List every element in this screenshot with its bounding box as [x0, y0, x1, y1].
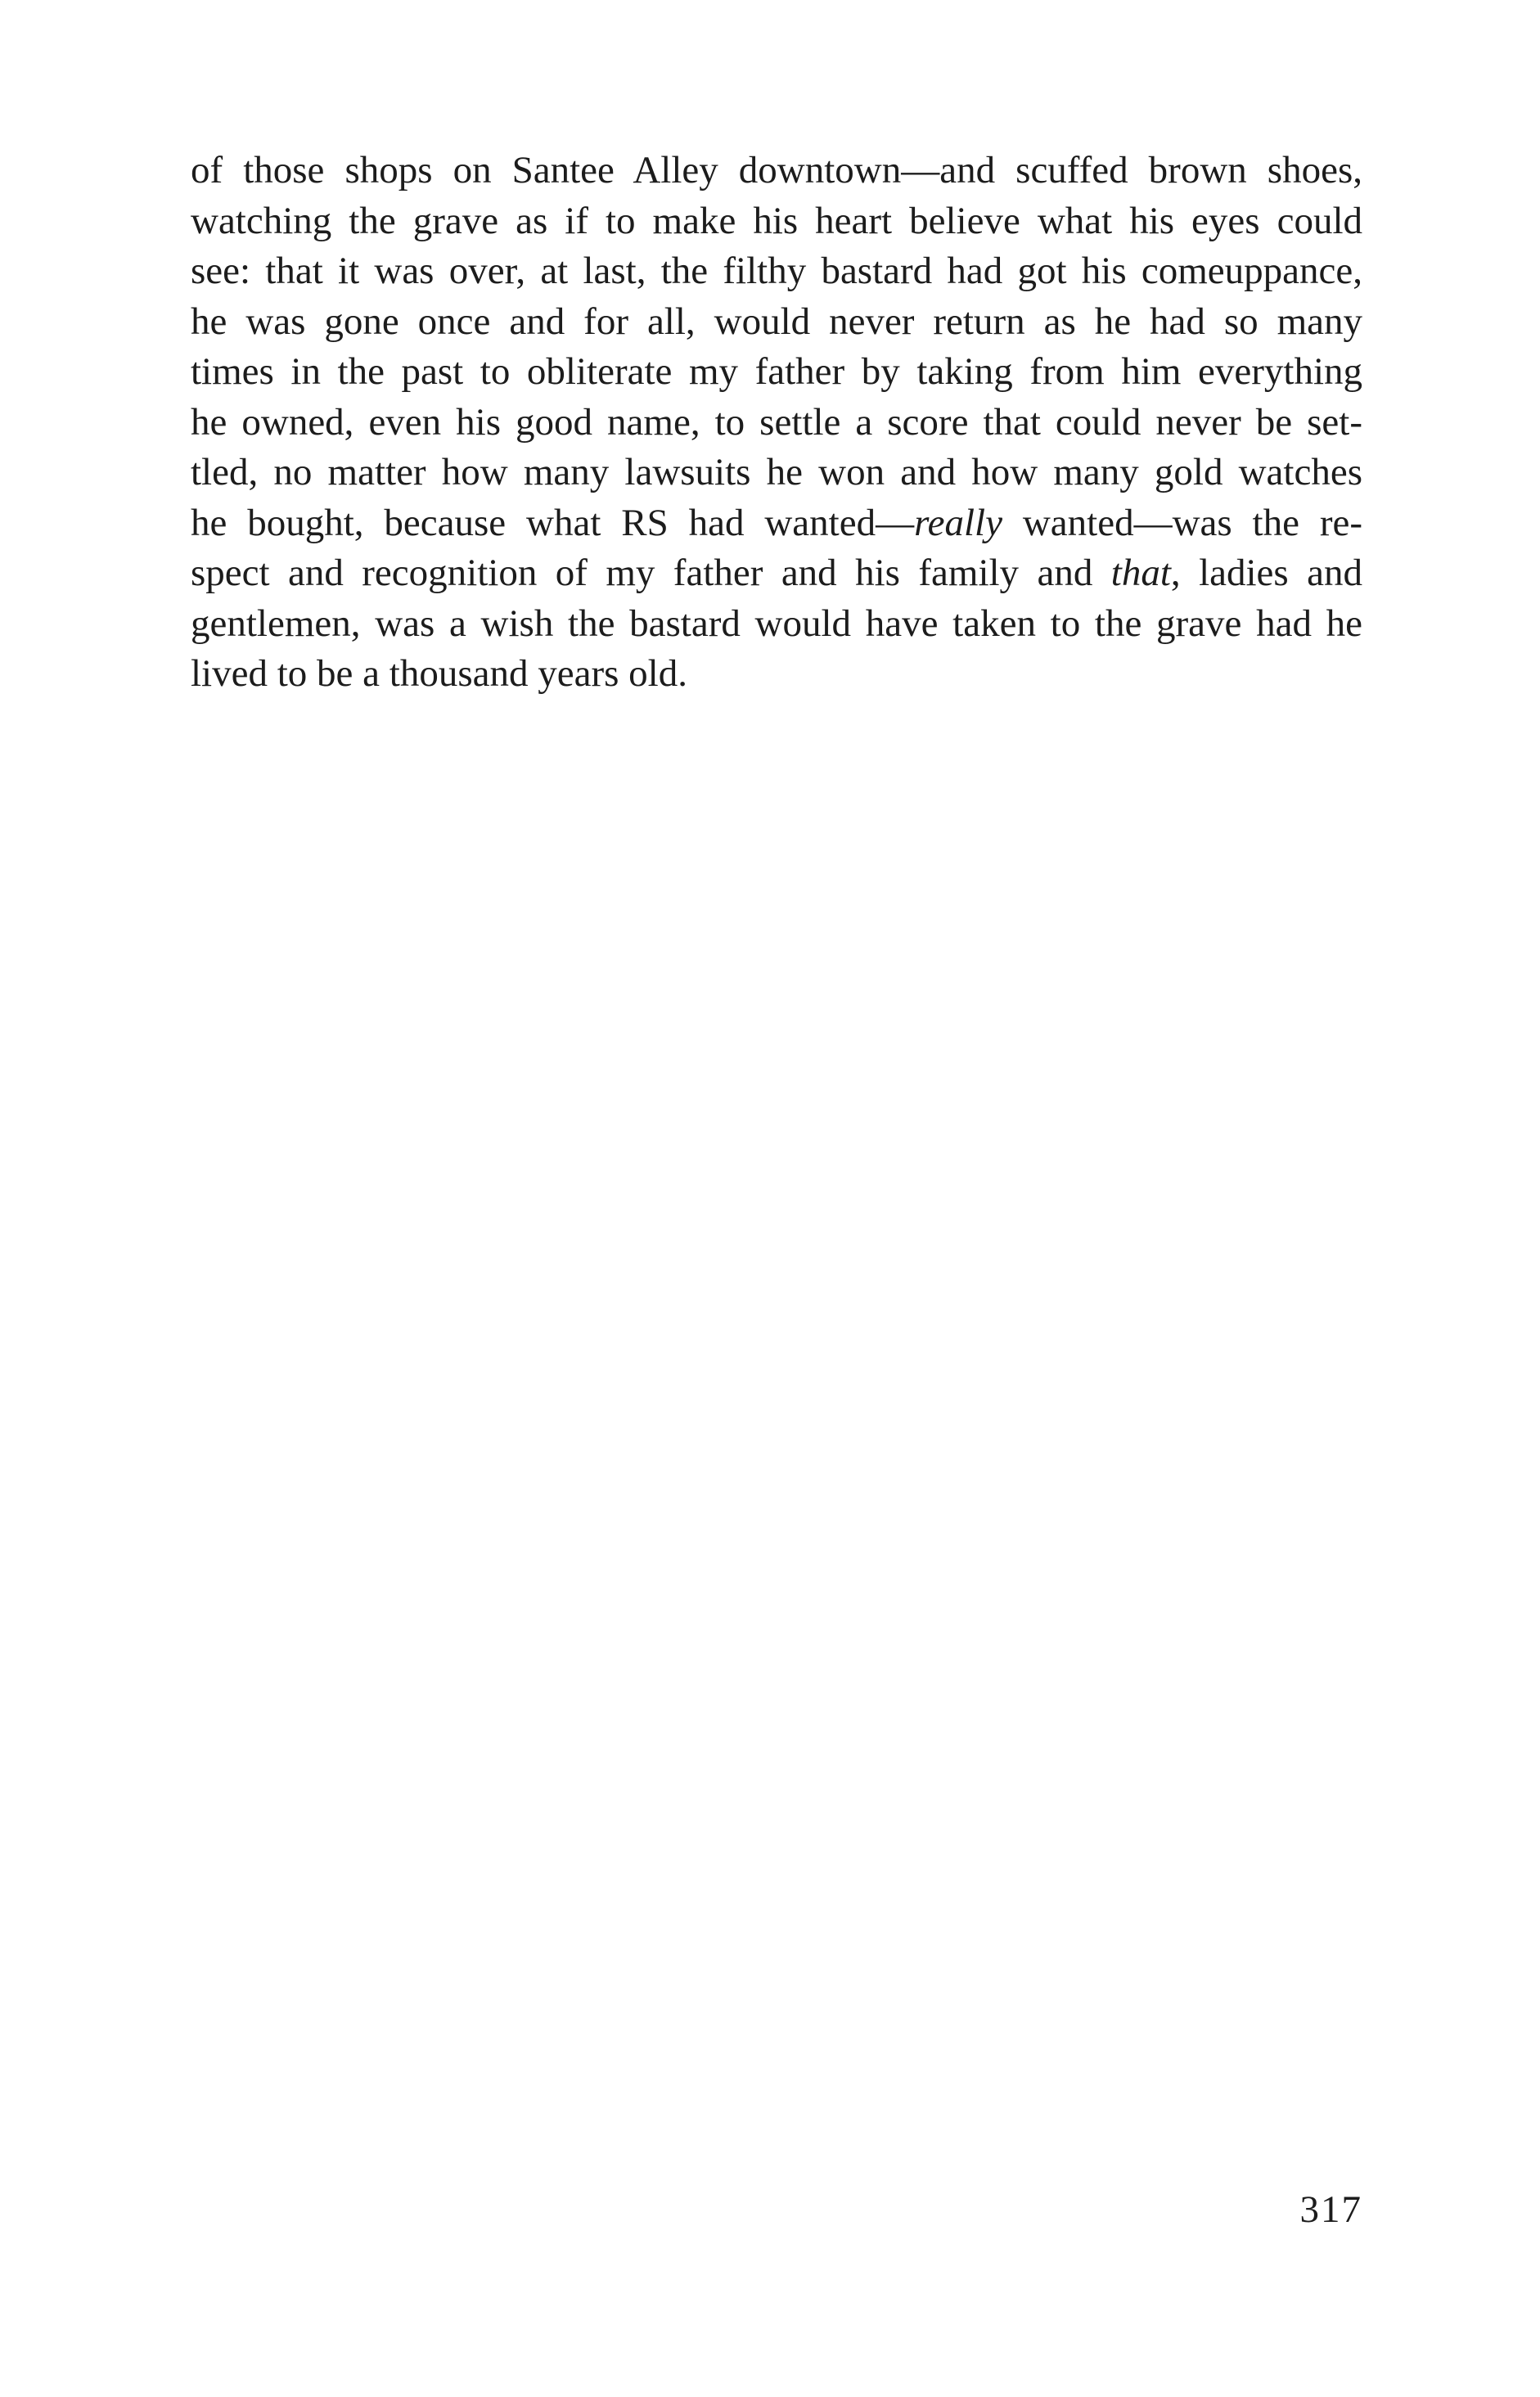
text-line [191, 347, 1362, 398]
page-number: 317 [1299, 2188, 1362, 2231]
text-line [191, 146, 1362, 196]
text-segment: he was gone once and for all, would never return as he had so many [191, 300, 1362, 343]
text-line [191, 196, 1362, 247]
text-segment: times in the past to obliterate my father by taking from him everything [191, 350, 1362, 393]
text-line [191, 448, 1362, 498]
text-segment: spect and recognition of my father and his family and [191, 552, 1111, 594]
text-segment: watching the grave as if to make his heart believe what his eyes could [191, 199, 1362, 242]
text-line [191, 599, 1362, 650]
text-segment: , ladies and [1170, 552, 1362, 594]
italic-text: really [914, 501, 1002, 544]
body-paragraph [191, 146, 1362, 700]
text-line [191, 297, 1362, 348]
text-line [191, 398, 1362, 448]
text-segment: gentlemen, was a wish the bastard would have taken to the grave had he [191, 602, 1362, 645]
text-segment: tled, no matter how many lawsuits he won and how many gold watches [191, 451, 1362, 493]
text-segment: lived to be a thousand years old. [191, 652, 687, 695]
text-segment: of those shops on Santee Alley downtown—and scuffed brown shoes, [191, 149, 1362, 191]
text-line [191, 498, 1362, 549]
text-line [191, 649, 1362, 700]
text-line [191, 246, 1362, 297]
text-segment: wanted—was the re- [1002, 501, 1362, 544]
text-segment: see: that it was over, at last, the filthy bastard had got his comeuppance, [191, 250, 1362, 292]
text-line [191, 548, 1362, 599]
italic-text: that [1110, 552, 1171, 594]
text-segment: he owned, even his good name, to settle a score that could never be set- [191, 400, 1362, 444]
text-segment: he bought, because what RS had wanted— [191, 501, 915, 544]
